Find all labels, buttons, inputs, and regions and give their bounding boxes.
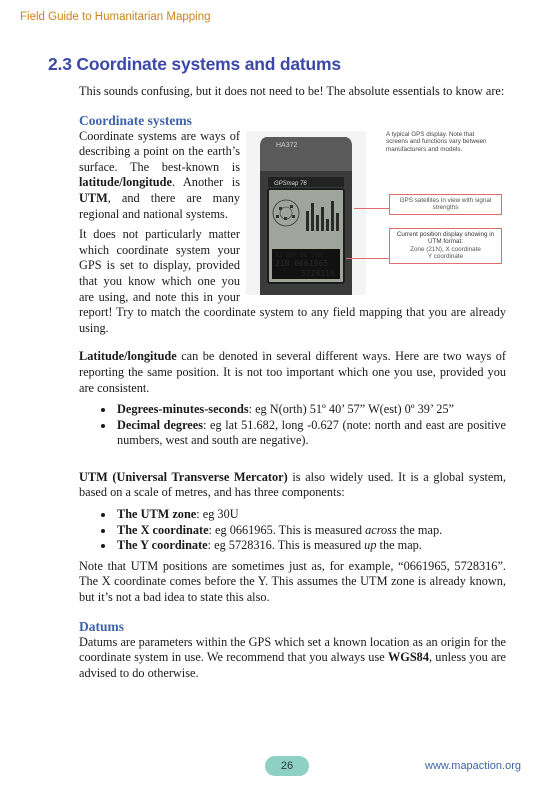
display-line-1: 12 8EP 06 10H: [275, 251, 322, 259]
list-item: [115, 418, 506, 449]
figure-caption-position: [389, 228, 502, 264]
list-item: [115, 538, 506, 554]
list-term: The X coordinate: [117, 522, 209, 537]
figure-caption-satellites: GPS satellites in view with signal strengths: [389, 194, 502, 215]
list-term: The UTM zone: [117, 507, 197, 522]
list-text: the map.: [376, 538, 422, 553]
text-span: Coordinate systems are ways of describing a point on the earth’s surface. The best-known is: [79, 128, 240, 174]
datums-paragraph: [79, 635, 506, 682]
latlong-list: [79, 402, 506, 449]
page-number: 26: [265, 756, 309, 776]
position-leader-line: [346, 258, 389, 259]
gps-device-image: [246, 131, 366, 295]
list-item: [115, 523, 506, 539]
text-span: can be denoted in several different ways. Here are two ways of reporting the same position. It is not too important which one you use, provided you are consistent.: [79, 349, 506, 395]
satellite-leader-line: [354, 208, 389, 209]
utm-paragraph: [79, 470, 506, 501]
position-caption-title: Current position display showing in UTM format:: [396, 230, 495, 246]
position-caption-y: Y coordinate: [427, 253, 464, 261]
text-span: , unless you are advised to do otherwise.: [79, 650, 507, 680]
utm-note-paragraph: Note that UTM positions are sometimes just as, for example, “0661965, 5728316”. The X coordinate comes before the Y. This assumes the UTM zone is already known, but it’s not a bad idea to state this also.: [79, 558, 506, 605]
list-text: : eg 30U: [196, 507, 239, 522]
list-text: : eg N(orth) 51º 40’ 57” W(est) 0º 39’ 25”: [248, 402, 454, 417]
running-header: Field Guide to Humanitarian Mapping: [20, 11, 211, 23]
list-text: the map.: [396, 522, 443, 537]
position-caption-zone: Zone (21N), X coordinate: [410, 245, 481, 253]
footer-url-link[interactable]: www.mapaction.org: [425, 760, 521, 772]
list-text: : eg 5728316. This is measured: [207, 538, 365, 553]
list-item: [115, 402, 506, 418]
text-span: is also widely used. It is a global system, based on a scale of metres, and has three components:: [79, 469, 506, 500]
device-model-label: HA372: [276, 141, 298, 149]
list-text: : eg 0661965. This is measured: [208, 522, 366, 537]
gps-figure: [246, 131, 508, 295]
list-term: Degrees-minutes-seconds: [117, 402, 249, 417]
figure-caption-main: A typical GPS display. Note that screens and functions vary between manufacturers and models.: [386, 130, 487, 153]
display-line-3: 5728316: [301, 268, 335, 278]
wgs84-term: WGS84: [387, 650, 429, 665]
list-item: [115, 507, 506, 523]
list-term: Decimal degrees: [117, 417, 204, 432]
list-text: : eg lat 51.682, long -0.627 (note: north and east are positive numbers, west and south are negative).: [117, 417, 506, 448]
text-span: Datums are parameters within the GPS which set a known location as an origin for the coordinate system in use. We recommend that you always use: [79, 634, 506, 665]
page-content: [79, 84, 506, 681]
utm-list: [79, 507, 506, 554]
utm-term: UTM: [79, 190, 108, 205]
list-term: The Y coordinate: [117, 538, 208, 553]
display-line-2: 21N 0661965: [275, 258, 328, 268]
utm-heading-term: UTM (Universal Transverse Mercator): [79, 469, 288, 484]
intro-paragraph: This sounds confusing, but it does not need to be! The absolute essentials to know are:: [79, 84, 505, 98]
coordinate-systems-paragraph-2: It does not particularly matter which coordinate system your GPS is set to display, provided that you know which one you are using, and note this in your report! Try to match the coordinate system to any field mapping that you are already using.: [79, 227, 506, 335]
section-title: 2.3 Coordinate systems and datums: [48, 54, 341, 74]
latlong-term: latitude/longitude: [79, 175, 172, 190]
emphasis: across: [365, 522, 397, 537]
text-span: . Another is: [171, 175, 240, 190]
coordinate-systems-heading: Coordinate systems: [79, 112, 192, 128]
latlong-heading-term: Latitude/longitude: [79, 349, 177, 364]
datums-heading: Datums: [79, 618, 125, 634]
emphasis: up: [364, 538, 377, 553]
latlong-paragraph: [79, 349, 506, 396]
device-brand-label: GPSmap 76: [274, 180, 307, 187]
text-span: , and there are many regional and national systems.: [79, 190, 240, 221]
